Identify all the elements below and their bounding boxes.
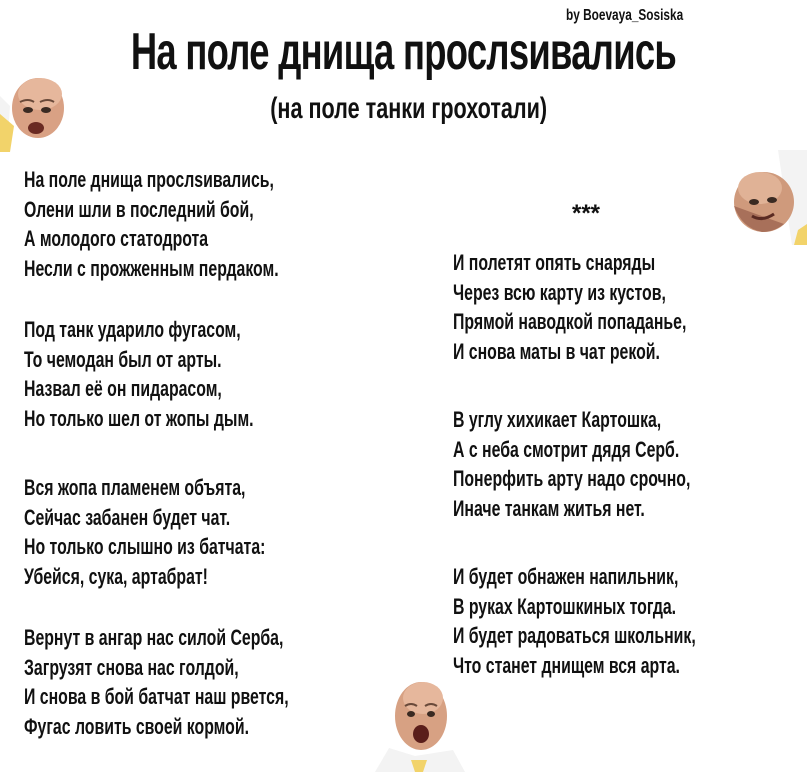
poem-subtitle-text: (на поле танки грохотали): [270, 92, 548, 125]
verse-line: И будет обнажен напильник,: [453, 564, 679, 589]
verse-line: Иначе танкам житья нет.: [453, 495, 645, 521]
verse-line: Убейся, сука, артабрат!: [24, 563, 208, 589]
verse-line: И будет радоваться школьник,: [453, 623, 696, 648]
verse-line: Что станет днищем вся арта.: [453, 652, 680, 678]
verse-line: Фугас ловить своей кормой.: [24, 713, 250, 739]
verse-line: А молодого статодрота: [24, 226, 209, 251]
left-stanza-1: [24, 165, 378, 283]
verse-line: Назвал её он пидарасом,: [24, 376, 222, 401]
verse-line: Под танк ударило фугасом,: [24, 317, 241, 342]
verse-line: А с неба смотрит дядя Серб.: [453, 436, 680, 462]
verse-line: Прямой наводкой попаданье,: [453, 309, 687, 334]
verse-line: И снова в бой батчат наш рвется,: [24, 684, 289, 709]
poem-subtitle: [0, 90, 807, 128]
bald-face-image-right: [728, 150, 807, 245]
verse-line: Понерфить арту надо срочно,: [453, 466, 691, 491]
bald-face-image-bottom: [375, 676, 465, 772]
verse-line: В руках Картошкиных тогда.: [453, 593, 677, 619]
verse-line: Несли с прожженным пердаком.: [24, 255, 279, 281]
left-stanza-2: [24, 315, 343, 433]
verse-line: Загрузят снова нас голдой,: [24, 654, 239, 680]
poem-title: [0, 22, 807, 82]
verse-line: Вернут в ангар нас силой Серба,: [24, 625, 284, 650]
right-stanza-3: [453, 562, 790, 680]
stanza-separator: ***: [572, 200, 601, 227]
verse-line: В углу хихикает Картошка,: [453, 407, 662, 432]
poem-title-text: На поле днища прослsивались: [130, 23, 677, 81]
right-stanza-2: [453, 405, 783, 523]
verse-line: Вся жопа пламенем объята,: [24, 475, 246, 500]
verse-line: Но только шел от жопы дым.: [24, 405, 254, 431]
verse-line: Сейчас забанен будет чат.: [24, 504, 231, 530]
verse-line: То чемодан был от арты.: [24, 346, 222, 372]
verse-line: Через всю карту из кустов,: [453, 279, 666, 305]
right-stanza-1: [453, 248, 777, 366]
left-stanza-3: [24, 473, 359, 591]
left-stanza-4: [24, 623, 392, 741]
verse-line: И полетят опять снаряды: [453, 250, 656, 275]
verse-line: На поле днища прослsивались,: [24, 167, 274, 192]
author-credit: by Boevaya_Sosiska: [566, 7, 684, 24]
verse-line: Но только слышно из батчата:: [24, 534, 266, 559]
verse-line: И снова маты в чат рекой.: [453, 338, 660, 364]
verse-line: Олени шли в последний бой,: [24, 196, 254, 222]
bald-face-image-left: [0, 66, 72, 152]
